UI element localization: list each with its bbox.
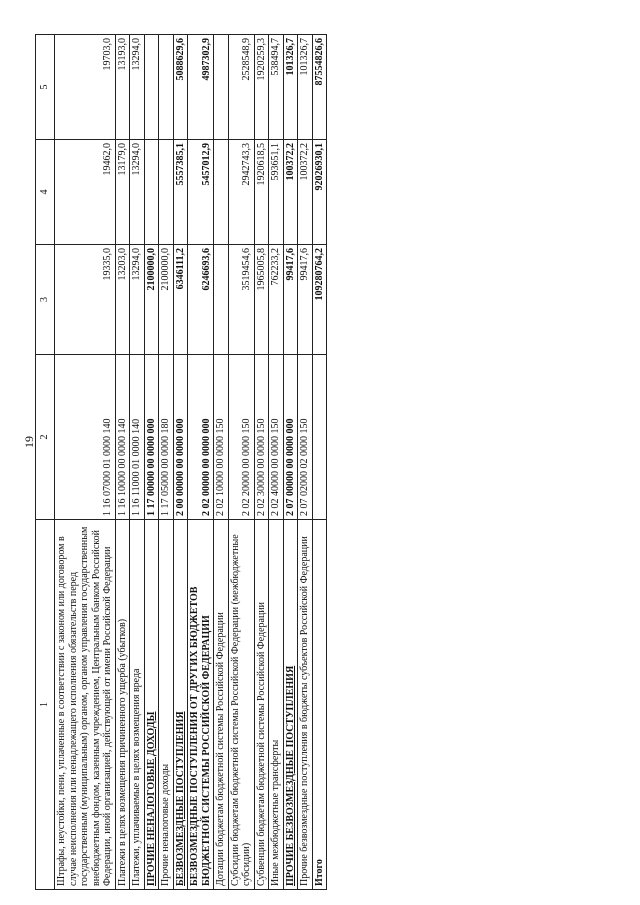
row-name-cell: ПРОЧИЕ БЕЗВОЗМЕЗДНЫЕ ПОСТУПЛЕНИЯ <box>283 520 298 890</box>
row-name-cell: Иные межбюджетные трансферты <box>269 520 284 890</box>
value-cell-col5: 1920259,3 <box>254 35 269 140</box>
row-code-cell: 2 07 00000 00 0000 000 <box>283 355 298 520</box>
value-cell-col5: 87554826,6 <box>312 35 327 140</box>
table-row <box>283 35 298 890</box>
value-cell-col4: 5557385,1 <box>173 140 188 245</box>
table-row <box>188 35 214 890</box>
column-header: 3 <box>36 245 55 355</box>
row-code-cell: 2 02 20000 00 0000 150 <box>228 355 254 520</box>
column-header: 5 <box>36 35 55 140</box>
value-cell-col3: 13294,0 <box>130 245 145 355</box>
value-cell-col5: 101326,7 <box>298 35 313 140</box>
value-cell-col4: 5457012,9 <box>188 140 214 245</box>
value-cell-col4: 100372,2 <box>298 140 313 245</box>
table-body <box>55 35 327 890</box>
value-cell-col5 <box>159 35 174 140</box>
table-row <box>130 35 145 890</box>
value-cell-col5: 13193,0 <box>115 35 130 140</box>
value-cell-col5 <box>144 35 159 140</box>
value-cell-col3: 1965005,8 <box>254 245 269 355</box>
value-cell-col3: 19335,0 <box>55 245 116 355</box>
row-name-cell: Платежи, уплачиваемые в целях возмещения вреда <box>130 520 145 890</box>
row-code-cell: 1 17 00000 00 0000 000 <box>144 355 159 520</box>
value-cell-col5: 19703,0 <box>55 35 116 140</box>
value-cell-col3: 13203,0 <box>115 245 130 355</box>
row-code-cell: 2 00 00000 00 0000 000 <box>173 355 188 520</box>
value-cell-col3: 99417,6 <box>283 245 298 355</box>
table-row <box>159 35 174 890</box>
value-cell-col5: 5088629,6 <box>173 35 188 140</box>
value-cell-col5: 13294,0 <box>130 35 145 140</box>
header-row <box>36 35 55 890</box>
row-name-cell: ПРОЧИЕ НЕНАЛОГОВЫЕ ДОХОДЫ <box>144 520 159 890</box>
budget-table <box>35 34 327 890</box>
page-number: 19 <box>22 436 36 448</box>
table-row <box>269 35 284 890</box>
column-header: 2 <box>36 355 55 520</box>
row-code-cell: 1 16 10000 00 0000 140 <box>115 355 130 520</box>
rotated-table-container <box>35 35 505 890</box>
value-cell-col4 <box>159 140 174 245</box>
value-cell-col3: 762233,2 <box>269 245 284 355</box>
table-row <box>214 35 229 890</box>
table-row <box>254 35 269 890</box>
row-code-cell: 2 02 40000 00 0000 150 <box>269 355 284 520</box>
value-cell-col4: 100372,2 <box>283 140 298 245</box>
table-row <box>298 35 313 890</box>
value-cell-col4: 92026930,1 <box>312 140 327 245</box>
row-name-cell: Субвенции бюджетам бюджетной системы Российской Федерации <box>254 520 269 890</box>
value-cell-col4 <box>144 140 159 245</box>
value-cell-col5 <box>214 35 229 140</box>
value-cell-col5: 2528548,9 <box>228 35 254 140</box>
table-row <box>115 35 130 890</box>
row-code-cell: 1 16 07000 01 0000 140 <box>55 355 116 520</box>
row-name-cell: БЕЗВОЗМЕЗДНЫЕ ПОСТУПЛЕНИЯ ОТ ДРУГИХ БЮДЖЕТОВ БЮДЖЕТНОЙ СИСТЕМЫ РОССИЙСКОЙ ФЕДЕРАЦИИ <box>188 520 214 890</box>
table-row <box>228 35 254 890</box>
value-cell-col4: 593651,1 <box>269 140 284 245</box>
value-cell-col5: 101326,7 <box>283 35 298 140</box>
row-name-cell: Дотации бюджетам бюджетной системы Российской Федерации <box>214 520 229 890</box>
row-name-cell: БЕЗВОЗМЕЗДНЫЕ ПОСТУПЛЕНИЯ <box>173 520 188 890</box>
value-cell-col5: 538494,7 <box>269 35 284 140</box>
table-row <box>144 35 159 890</box>
row-name-cell: Прочие безвозмездные поступления в бюджеты субъектов Российской Федерации <box>298 520 313 890</box>
value-cell-col4: 19462,0 <box>55 140 116 245</box>
row-name-cell: Платежи в целях возмещения причиненного ущерба (убытков) <box>115 520 130 890</box>
row-code-cell: 2 02 00000 00 0000 000 <box>188 355 214 520</box>
value-cell-col3: 2100000,0 <box>144 245 159 355</box>
row-code-cell: 2 07 02000 02 0000 150 <box>298 355 313 520</box>
table-row <box>173 35 188 890</box>
row-code-cell: 2 02 30000 00 0000 150 <box>254 355 269 520</box>
value-cell-col4 <box>214 140 229 245</box>
table-row <box>312 35 327 890</box>
column-header: 1 <box>36 520 55 890</box>
row-name-cell: Прочие неналоговые доходы <box>159 520 174 890</box>
value-cell-col3: 2100000,0 <box>159 245 174 355</box>
value-cell-col3: 99417,6 <box>298 245 313 355</box>
value-cell-col4: 13294,0 <box>130 140 145 245</box>
value-cell-col3: 3519454,6 <box>228 245 254 355</box>
row-name-cell: Штрафы, неустойки, пени, уплаченные в соответствии с законом или договором в случае неисполнения или ненадлежащего исполнения обязательств перед государственным (муниципальным) органом, органом управления государственным внебюджетным фондом, казенным учреждением, Центральным банком Российской Федерации, иной организацией, действующей от имени Российской Федерации <box>55 520 116 890</box>
value-cell-col3: 6246693,6 <box>188 245 214 355</box>
row-code-cell: 1 16 11000 01 0000 140 <box>130 355 145 520</box>
value-cell-col3: 109280764,2 <box>312 245 327 355</box>
row-code-cell: 1 17 05000 00 0000 180 <box>159 355 174 520</box>
value-cell-col3: 6346111,2 <box>173 245 188 355</box>
value-cell-col4: 2942743,3 <box>228 140 254 245</box>
row-code-cell: 2 02 10000 00 0000 150 <box>214 355 229 520</box>
column-header: 4 <box>36 140 55 245</box>
row-name-cell: Итого <box>312 520 327 890</box>
row-name-cell: Субсидии бюджетам бюджетной системы Российской Федерации (межбюджетные субсидии) <box>228 520 254 890</box>
table-row <box>55 35 116 890</box>
value-cell-col4: 1920618,5 <box>254 140 269 245</box>
value-cell-col4: 13179,0 <box>115 140 130 245</box>
value-cell-col5: 4987302,9 <box>188 35 214 140</box>
value-cell-col3 <box>214 245 229 355</box>
row-code-cell <box>312 355 327 520</box>
